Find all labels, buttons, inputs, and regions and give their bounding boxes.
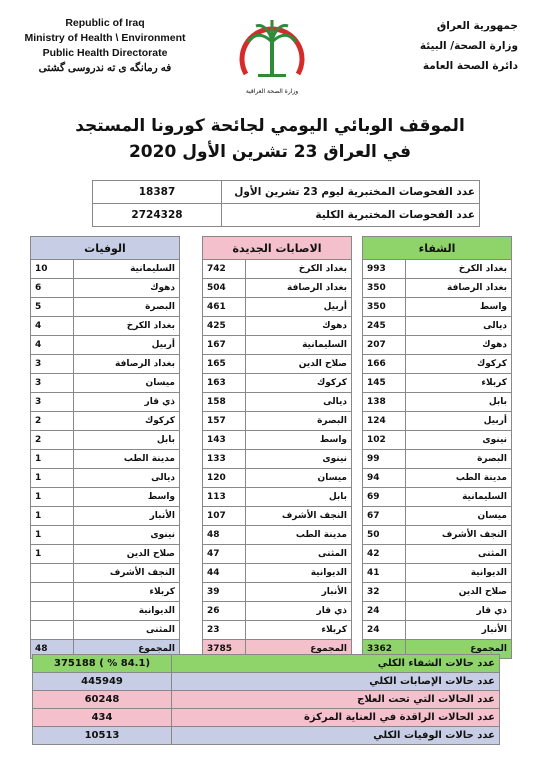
- cell-value: 5: [31, 298, 74, 317]
- summary-label: عدد حالات الإصابات الكلي: [172, 673, 500, 691]
- header-line: Public Health Directorate: [42, 47, 168, 59]
- logo-caption: وزارة الصحة العراقية: [245, 88, 299, 95]
- report-date: في العراق 23 تشرين الأول 2020: [128, 142, 412, 162]
- deaths-table: [30, 236, 180, 659]
- cell-value: 158: [203, 393, 246, 412]
- header-line: وزارة الصحة/ البيئة: [419, 40, 518, 52]
- cell-governorate: صلاح الدين: [406, 583, 512, 602]
- cell-governorate: النجف الأشرف: [74, 564, 180, 583]
- table-row: [31, 488, 180, 507]
- cell-value: 32: [363, 583, 406, 602]
- cell-governorate: بابل: [74, 431, 180, 450]
- cell-governorate: النجف الأشرف: [246, 507, 352, 526]
- ministry-header-english: [0, 16, 210, 76]
- cell-governorate: بابل: [246, 488, 352, 507]
- cell-value: 1: [31, 507, 74, 526]
- cell-value: 69: [363, 488, 406, 507]
- table-row: [203, 374, 352, 393]
- table-row: [363, 564, 512, 583]
- cell-value: 4: [31, 336, 74, 355]
- cell-governorate: المثنى: [74, 621, 180, 640]
- header-line: فه رمانگه ى ته ندروسى گشتى: [38, 62, 172, 74]
- cell-value: 143: [203, 431, 246, 450]
- cell-governorate: ميسان: [74, 374, 180, 393]
- table-row: [33, 691, 500, 709]
- table-row: [31, 355, 180, 374]
- summary-value: 434: [33, 709, 172, 727]
- cell-governorate: الديوانية: [246, 564, 352, 583]
- cell-value: 138: [363, 393, 406, 412]
- cell-value: 107: [203, 507, 246, 526]
- table-row: [33, 727, 500, 745]
- table-row: [31, 583, 180, 602]
- cell-value: 145: [363, 374, 406, 393]
- cell-governorate: المثنى: [246, 545, 352, 564]
- cell-value: 993: [363, 260, 406, 279]
- table-row: [31, 374, 180, 393]
- cell-governorate: كركوك: [246, 374, 352, 393]
- cell-value: 24: [363, 602, 406, 621]
- cell-governorate: بابل: [406, 393, 512, 412]
- cell-governorate: بغداد الكرخ: [406, 260, 512, 279]
- cell-governorate: بغداد الكرخ: [74, 317, 180, 336]
- cell-value: 3: [31, 393, 74, 412]
- cell-value: 207: [363, 336, 406, 355]
- table-row: [203, 336, 352, 355]
- cell-value: 94: [363, 469, 406, 488]
- cell-governorate: السليمانية: [246, 336, 352, 355]
- cell-value: 10: [31, 260, 74, 279]
- cell-value: 157: [203, 412, 246, 431]
- cell-value: [31, 583, 74, 602]
- cell-governorate: أربيل: [246, 298, 352, 317]
- cell-value: 113: [203, 488, 246, 507]
- table-row: [203, 298, 352, 317]
- table-row: [31, 545, 180, 564]
- table-row: [31, 602, 180, 621]
- table-row: [31, 564, 180, 583]
- cell-governorate: المثنى: [406, 545, 512, 564]
- table-row: [31, 621, 180, 640]
- table-row: [31, 336, 180, 355]
- table-row: [363, 583, 512, 602]
- cell-governorate: دهوك: [406, 336, 512, 355]
- table-row: [363, 279, 512, 298]
- cell-value: 26: [203, 602, 246, 621]
- table-row: [363, 393, 512, 412]
- table-row: [203, 393, 352, 412]
- table-row: [363, 374, 512, 393]
- table-row: [31, 526, 180, 545]
- cell-value: 1: [31, 450, 74, 469]
- cell-governorate: نينوى: [246, 450, 352, 469]
- table-row: [93, 181, 480, 204]
- tests-daily-label: عدد الفحوصات المختبرية ليوم 23 تشرين الأول: [222, 181, 480, 204]
- new-cases-table: [202, 236, 352, 659]
- cell-governorate: ديالى: [406, 317, 512, 336]
- table-row: [31, 431, 180, 450]
- cell-governorate: البصرة: [406, 450, 512, 469]
- ministry-header-arabic: [378, 16, 518, 76]
- cell-value: 425: [203, 317, 246, 336]
- cell-value: 50: [363, 526, 406, 545]
- cell-governorate: كركوك: [74, 412, 180, 431]
- table-row: [31, 450, 180, 469]
- table-row: [363, 621, 512, 640]
- tests-total-value: 2724328: [93, 204, 222, 227]
- cell-governorate: البصرة: [74, 298, 180, 317]
- cell-governorate: الأنبار: [74, 507, 180, 526]
- cell-governorate: صلاح الدين: [74, 545, 180, 564]
- cell-value: 42: [363, 545, 406, 564]
- cell-governorate: بغداد الرصافة: [246, 279, 352, 298]
- cell-value: 99: [363, 450, 406, 469]
- cell-value: 41: [363, 564, 406, 583]
- cell-governorate: بغداد الكرخ: [246, 260, 352, 279]
- cell-value: 2: [31, 412, 74, 431]
- tests-total-label: عدد الفحوصات المختبرية الكلية: [222, 204, 480, 227]
- cell-value: 504: [203, 279, 246, 298]
- cell-governorate: الديوانية: [406, 564, 512, 583]
- cell-value: 39: [203, 583, 246, 602]
- cell-value: 48: [203, 526, 246, 545]
- table-row: [203, 621, 352, 640]
- header-line: جمهورية العراق: [436, 20, 518, 32]
- cell-value: 4: [31, 317, 74, 336]
- table-row: [363, 602, 512, 621]
- cell-governorate: البصرة: [246, 412, 352, 431]
- table-row: [363, 431, 512, 450]
- cell-governorate: نينوى: [406, 431, 512, 450]
- cell-value: 3: [31, 374, 74, 393]
- table-row: [203, 450, 352, 469]
- table-row: [203, 279, 352, 298]
- cell-value: 47: [203, 545, 246, 564]
- table-row: [203, 488, 352, 507]
- cell-value: 1: [31, 488, 74, 507]
- cell-value: 24: [363, 621, 406, 640]
- cell-value: 6: [31, 279, 74, 298]
- cell-governorate: كربلاء: [74, 583, 180, 602]
- table-row: [203, 317, 352, 336]
- cell-value: 163: [203, 374, 246, 393]
- cell-value: 67: [363, 507, 406, 526]
- table-row: [33, 709, 500, 727]
- cell-governorate: بغداد الرصافة: [74, 355, 180, 374]
- total-value: 48: [31, 640, 74, 659]
- table-row: [31, 298, 180, 317]
- header-line: Republic of Iraq: [65, 17, 145, 29]
- tests-table: [92, 180, 480, 227]
- cell-value: 166: [363, 355, 406, 374]
- cell-value: [31, 621, 74, 640]
- table-row: [31, 317, 180, 336]
- column-heading: الوفيات: [31, 237, 180, 260]
- table-row: [203, 564, 352, 583]
- table-row: [363, 469, 512, 488]
- table-row: [203, 526, 352, 545]
- cell-governorate: ديالى: [246, 393, 352, 412]
- cell-governorate: السليمانية: [74, 260, 180, 279]
- table-row: [203, 583, 352, 602]
- header-line: Ministry of Health \ Environment: [24, 32, 186, 44]
- summary-label: عدد حالات الوفيات الكلي: [172, 727, 500, 745]
- total-label: المجموع: [406, 640, 512, 659]
- cell-governorate: دهوك: [74, 279, 180, 298]
- cell-value: 1: [31, 545, 74, 564]
- table-row: [203, 355, 352, 374]
- table-row: [203, 602, 352, 621]
- cell-governorate: ذي قار: [406, 602, 512, 621]
- table-row: [203, 469, 352, 488]
- cell-governorate: واسط: [246, 431, 352, 450]
- cell-governorate: الديوانية: [74, 602, 180, 621]
- cell-governorate: ميسان: [406, 507, 512, 526]
- cell-governorate: واسط: [406, 298, 512, 317]
- table-row: [363, 336, 512, 355]
- table-row: [93, 204, 480, 227]
- cell-governorate: أربيل: [406, 412, 512, 431]
- summary-label: عدد حالات الشفاء الكلي: [172, 655, 500, 673]
- table-row: [31, 507, 180, 526]
- cell-governorate: الأنبار: [246, 583, 352, 602]
- total-label: المجموع: [74, 640, 180, 659]
- cell-value: 742: [203, 260, 246, 279]
- summary-value: 10513: [33, 727, 172, 745]
- summary-value: 445949: [33, 673, 172, 691]
- cell-governorate: كركوك: [406, 355, 512, 374]
- cell-value: 44: [203, 564, 246, 583]
- cell-governorate: ذي قار: [246, 602, 352, 621]
- cell-value: 461: [203, 298, 246, 317]
- cell-governorate: الأنبار: [406, 621, 512, 640]
- table-row: [363, 355, 512, 374]
- cell-governorate: كربلاء: [406, 374, 512, 393]
- cell-governorate: ميسان: [246, 469, 352, 488]
- table-header-row: [363, 237, 512, 260]
- table-row: [31, 412, 180, 431]
- report-title: الموقف الوبائي اليومي لجائحة كورونا المستجد: [75, 116, 465, 136]
- table-row: [363, 526, 512, 545]
- total-value: 3362: [363, 640, 406, 659]
- total-label: المجموع: [246, 640, 352, 659]
- cell-governorate: واسط: [74, 488, 180, 507]
- cell-value: 167: [203, 336, 246, 355]
- table-row: [203, 507, 352, 526]
- cell-value: 1: [31, 469, 74, 488]
- cell-governorate: مدينة الطب: [74, 450, 180, 469]
- table-header-row: [203, 237, 352, 260]
- cell-governorate: ديالى: [74, 469, 180, 488]
- cell-value: [31, 564, 74, 583]
- table-row: [363, 412, 512, 431]
- table-row: [363, 317, 512, 336]
- column-heading: الاصابات الجديدة: [203, 237, 352, 260]
- summary-value: 375188 ( % 84.1): [33, 655, 172, 673]
- summary-value: 60248: [33, 691, 172, 709]
- table-row: [31, 260, 180, 279]
- header-line: دائرة الصحة العامة: [422, 60, 518, 72]
- table-row: [363, 507, 512, 526]
- summary-table: [32, 654, 500, 745]
- cell-governorate: صلاح الدين: [246, 355, 352, 374]
- cell-governorate: السليمانية: [406, 488, 512, 507]
- table-row: [203, 412, 352, 431]
- cell-value: 120: [203, 469, 246, 488]
- table-row: [31, 393, 180, 412]
- cell-governorate: مدينة الطب: [246, 526, 352, 545]
- cell-governorate: نينوى: [74, 526, 180, 545]
- cell-governorate: بغداد الرصافة: [406, 279, 512, 298]
- cell-governorate: النجف الأشرف: [406, 526, 512, 545]
- tests-daily-value: 18387: [93, 181, 222, 204]
- cell-value: 2: [31, 431, 74, 450]
- table-row: [33, 673, 500, 691]
- table-row: [363, 298, 512, 317]
- cell-value: 102: [363, 431, 406, 450]
- ministry-logo: [232, 12, 312, 107]
- cell-governorate: مدينة الطب: [406, 469, 512, 488]
- column-heading: الشفاء: [363, 237, 512, 260]
- table-row: [33, 655, 500, 673]
- table-row: [203, 260, 352, 279]
- table-row: [363, 260, 512, 279]
- cell-governorate: كربلاء: [246, 621, 352, 640]
- table-row: [31, 469, 180, 488]
- cell-value: 350: [363, 298, 406, 317]
- cell-value: 124: [363, 412, 406, 431]
- total-value: 3785: [203, 640, 246, 659]
- cell-value: 165: [203, 355, 246, 374]
- table-row: [363, 450, 512, 469]
- cell-value: 1: [31, 526, 74, 545]
- recoveries-table: [362, 236, 512, 659]
- cell-value: 245: [363, 317, 406, 336]
- table-row: [203, 545, 352, 564]
- cell-value: 3: [31, 355, 74, 374]
- cell-value: [31, 602, 74, 621]
- summary-label: عدد الحالات التي تحت العلاج: [172, 691, 500, 709]
- table-row: [203, 431, 352, 450]
- cell-governorate: ذي قار: [74, 393, 180, 412]
- summary-label: عدد الحالات الراقدة في العناية المركزة: [172, 709, 500, 727]
- cell-value: 350: [363, 279, 406, 298]
- cell-value: 133: [203, 450, 246, 469]
- table-row: [31, 279, 180, 298]
- cell-governorate: دهوك: [246, 317, 352, 336]
- cell-governorate: أربيل: [74, 336, 180, 355]
- table-row: [363, 545, 512, 564]
- cell-value: 23: [203, 621, 246, 640]
- table-header-row: [31, 237, 180, 260]
- table-row: [363, 488, 512, 507]
